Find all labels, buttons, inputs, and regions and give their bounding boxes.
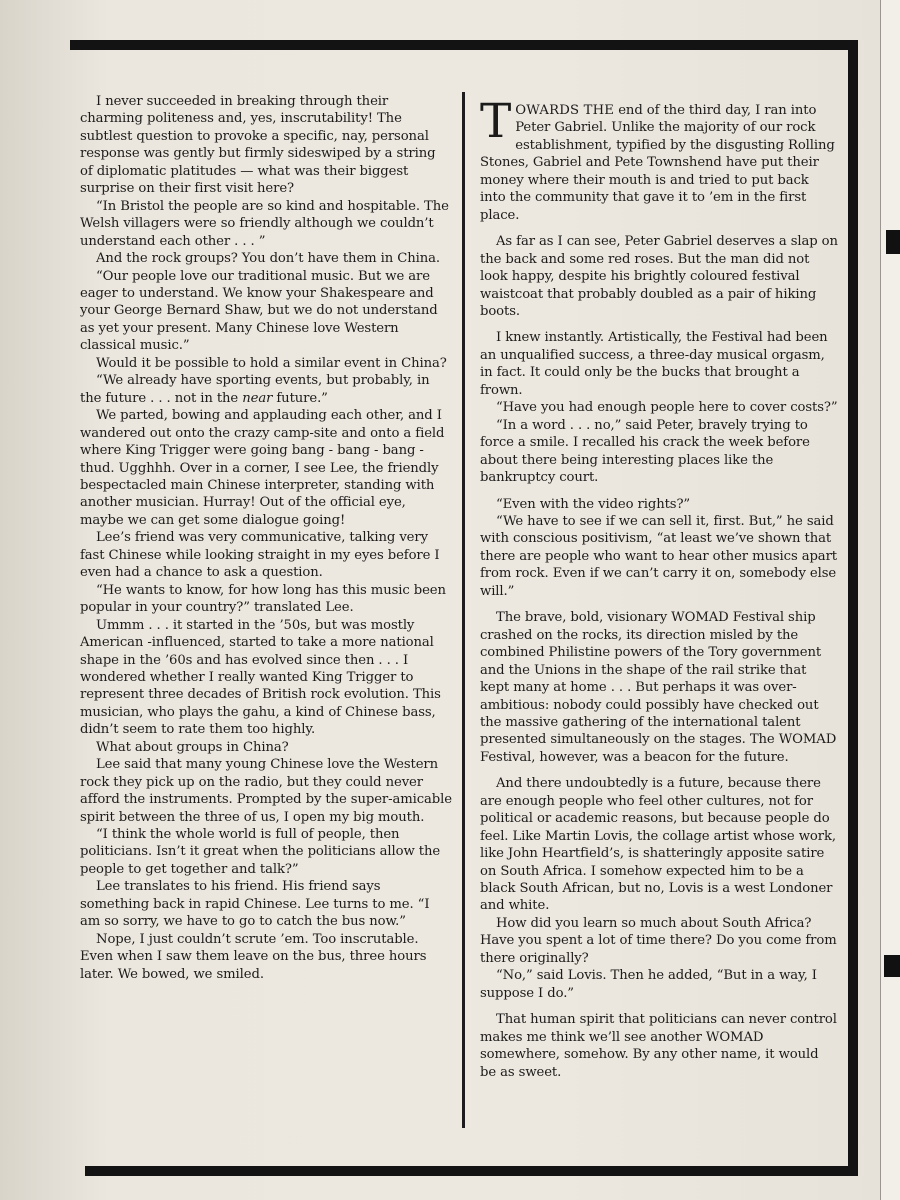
adjacent-page-mark: [886, 230, 900, 254]
paragraph: Nope, I just couldn’t scrute ’em. Too inscrutable. Even when I saw them leave on the bus, three hours later. We bowed, we smiled.: [80, 931, 427, 982]
paragraph: “He wants to know, for how long has this music been popular in your country?” translated Lee.: [80, 582, 446, 616]
paragraph: And the rock groups? You don’t have them in China.: [96, 251, 440, 267]
paragraph: “In Bristol the people are so kind and hospitable. The Welsh villagers were so friendly although we couldn’t understand each other . . . ”: [80, 198, 449, 249]
paragraph: How did you learn so much about South Africa? Have you spent a lot of time there? Do you come from there originally?: [480, 915, 837, 966]
text-run: future.”: [272, 390, 328, 406]
paragraph: What about groups in China?: [96, 739, 289, 755]
paragraph: We parted, bowing and applauding each other, and I wandered out onto the crazy camp-site and onto a field where King Trigger were going bang - bang - bang - thud. Ugghhh. Over in a corner, I see Lee, the friendly bespectacled main Chinese interpreter, standing with another musician. Hurray! Out of the official eye, maybe we can get some dialogue going!: [80, 408, 445, 528]
paragraph: Lee said that many young Chinese love the Western rock they pick up on the radio, but they could never afford the instruments. Prompted by the super-amicable spirit between the three of us, I open my big mouth.: [80, 757, 452, 825]
lead-paragraph: [480, 94, 838, 224]
paragraph: I never succeeded in breaking through their charming politeness and, yes, inscrutability! The subtlest question to provoke a specific, nay, personal response was gently but firmly sideswiped by a string of diplomatic platitudes — what was their biggest surprise on their first visit here?: [80, 94, 436, 197]
paragraph: Lee’s friend was very communicative, talking very fast Chinese while looking straight in my eyes before I even had a chance to ask a question.: [80, 530, 440, 581]
paragraph: Would it be possible to hold a similar event in China?: [96, 355, 447, 371]
frame-border-bottom: [85, 1166, 858, 1176]
paragraph: And there undoubtedly is a future, because there are enough people who feel other cultures, not for political or academic reasons, but because people do feel. Like Martin Lovis, the collage artist whose work, like John Heartfield’s, is shatteringly apposite satire on South Africa. I somehow expected him to be a black South African, but no, Lovis is a west Londoner and white.: [480, 776, 836, 914]
text-run: “We already have sporting events, but probably, in the future . . . not in the: [80, 373, 430, 406]
paragraph: “Have you had enough people here to cover costs?”: [496, 400, 838, 416]
frame-border-right: [848, 40, 858, 1170]
paragraph: Ummm . . . it started in the ’50s, but was mostly American -influenced, started to take a more national shape in the ’60s and has evolved since then . . . I wondered whether I really wanted King Trigger to represent three decades of British rock evolution. This musician, who plays the gahu, a kind of Chinese bass, didn’t seem to rate them too highly.: [80, 617, 441, 738]
paragraph: The brave, bold, visionary WOMAD Festival ship crashed on the rocks, its direction misled by the combined Philistine powers of the Tory government and the Unions in the shape of the rail strike that kept many at home . . . But perhaps it was over-ambitious: nobody could possibly have checked out the massive gathering of the international talent presented simultaneously on the stages. The WOMAD Festival, however, was a beacon for the future.: [480, 610, 837, 765]
adjacent-page-edge: [880, 0, 900, 1200]
paragraph: As far as I can see, Peter Gabriel deserves a slap on the back and some red roses. But the man did not look happy, despite his brightly coloured festival waistcoat that probably doubled as a pair of hiking boots.: [480, 234, 838, 319]
paragraph: “We have to see if we can sell it, first. But,” he said with conscious positivism, “at least we’ve shown that there are people who want to hear other musics apart from rock. Even if we can’t carry it on, somebody else will.”: [480, 513, 837, 599]
paragraph: “I think the whole world is full of people, then politicians. Isn’t it great when the politicians allow the people to get together and talk?”: [80, 827, 441, 877]
emphasis: near: [242, 390, 273, 406]
paragraph: That human spirit that politicians can never control makes me think we’ll see another WOMAD somewhere, somehow. By any other name, it would be as sweet.: [480, 1012, 837, 1080]
frame-border-top: [70, 40, 858, 50]
lead-caps: OWARDS THE: [515, 103, 615, 118]
paragraph: “Our people love our traditional music. But we are eager to understand. We know your Shakespeare and your George Bernard Shaw, but we do not understand as yet your present. Many Chinese love Western classical music.”: [80, 268, 438, 354]
paragraph: I knew instantly. Artistically, the Festival had been an unqualified success, a three-day musical orgasm, in fact. It could only be the bucks that brought a frown.: [480, 330, 828, 398]
left-column: [80, 93, 452, 983]
paragraph: Lee translates to his friend. His friend says something back in rapid Chinese. Lee turns to me. “I am so sorry, we have to go to catch the bus now.”: [80, 879, 430, 930]
drop-cap: T: [480, 94, 512, 149]
paragraph: “Even with the video rights?”: [496, 496, 691, 512]
paragraph: “In a word . . . no,” said Peter, bravely trying to force a smile. I recalled his crack the week before about there being interesting places like the bankruptcy court.: [480, 417, 810, 486]
paragraph: “No,” said Lovis. Then he added, “But in a way, I suppose I do.”: [480, 968, 817, 1001]
paragraph: [80, 372, 452, 407]
column-divider: [462, 92, 465, 1128]
text-run: end of the third day, I ran into Peter Gabriel. Unlike the majority of our rock establishment, typified by the disgusting Rolling Stones, Gabriel and Pete Townshend have put their money where their mouth is and tried to put back into the community that gave it to ’em in the first place.: [480, 103, 835, 223]
adjacent-page-mark: [884, 955, 900, 977]
right-column: [480, 94, 838, 1081]
